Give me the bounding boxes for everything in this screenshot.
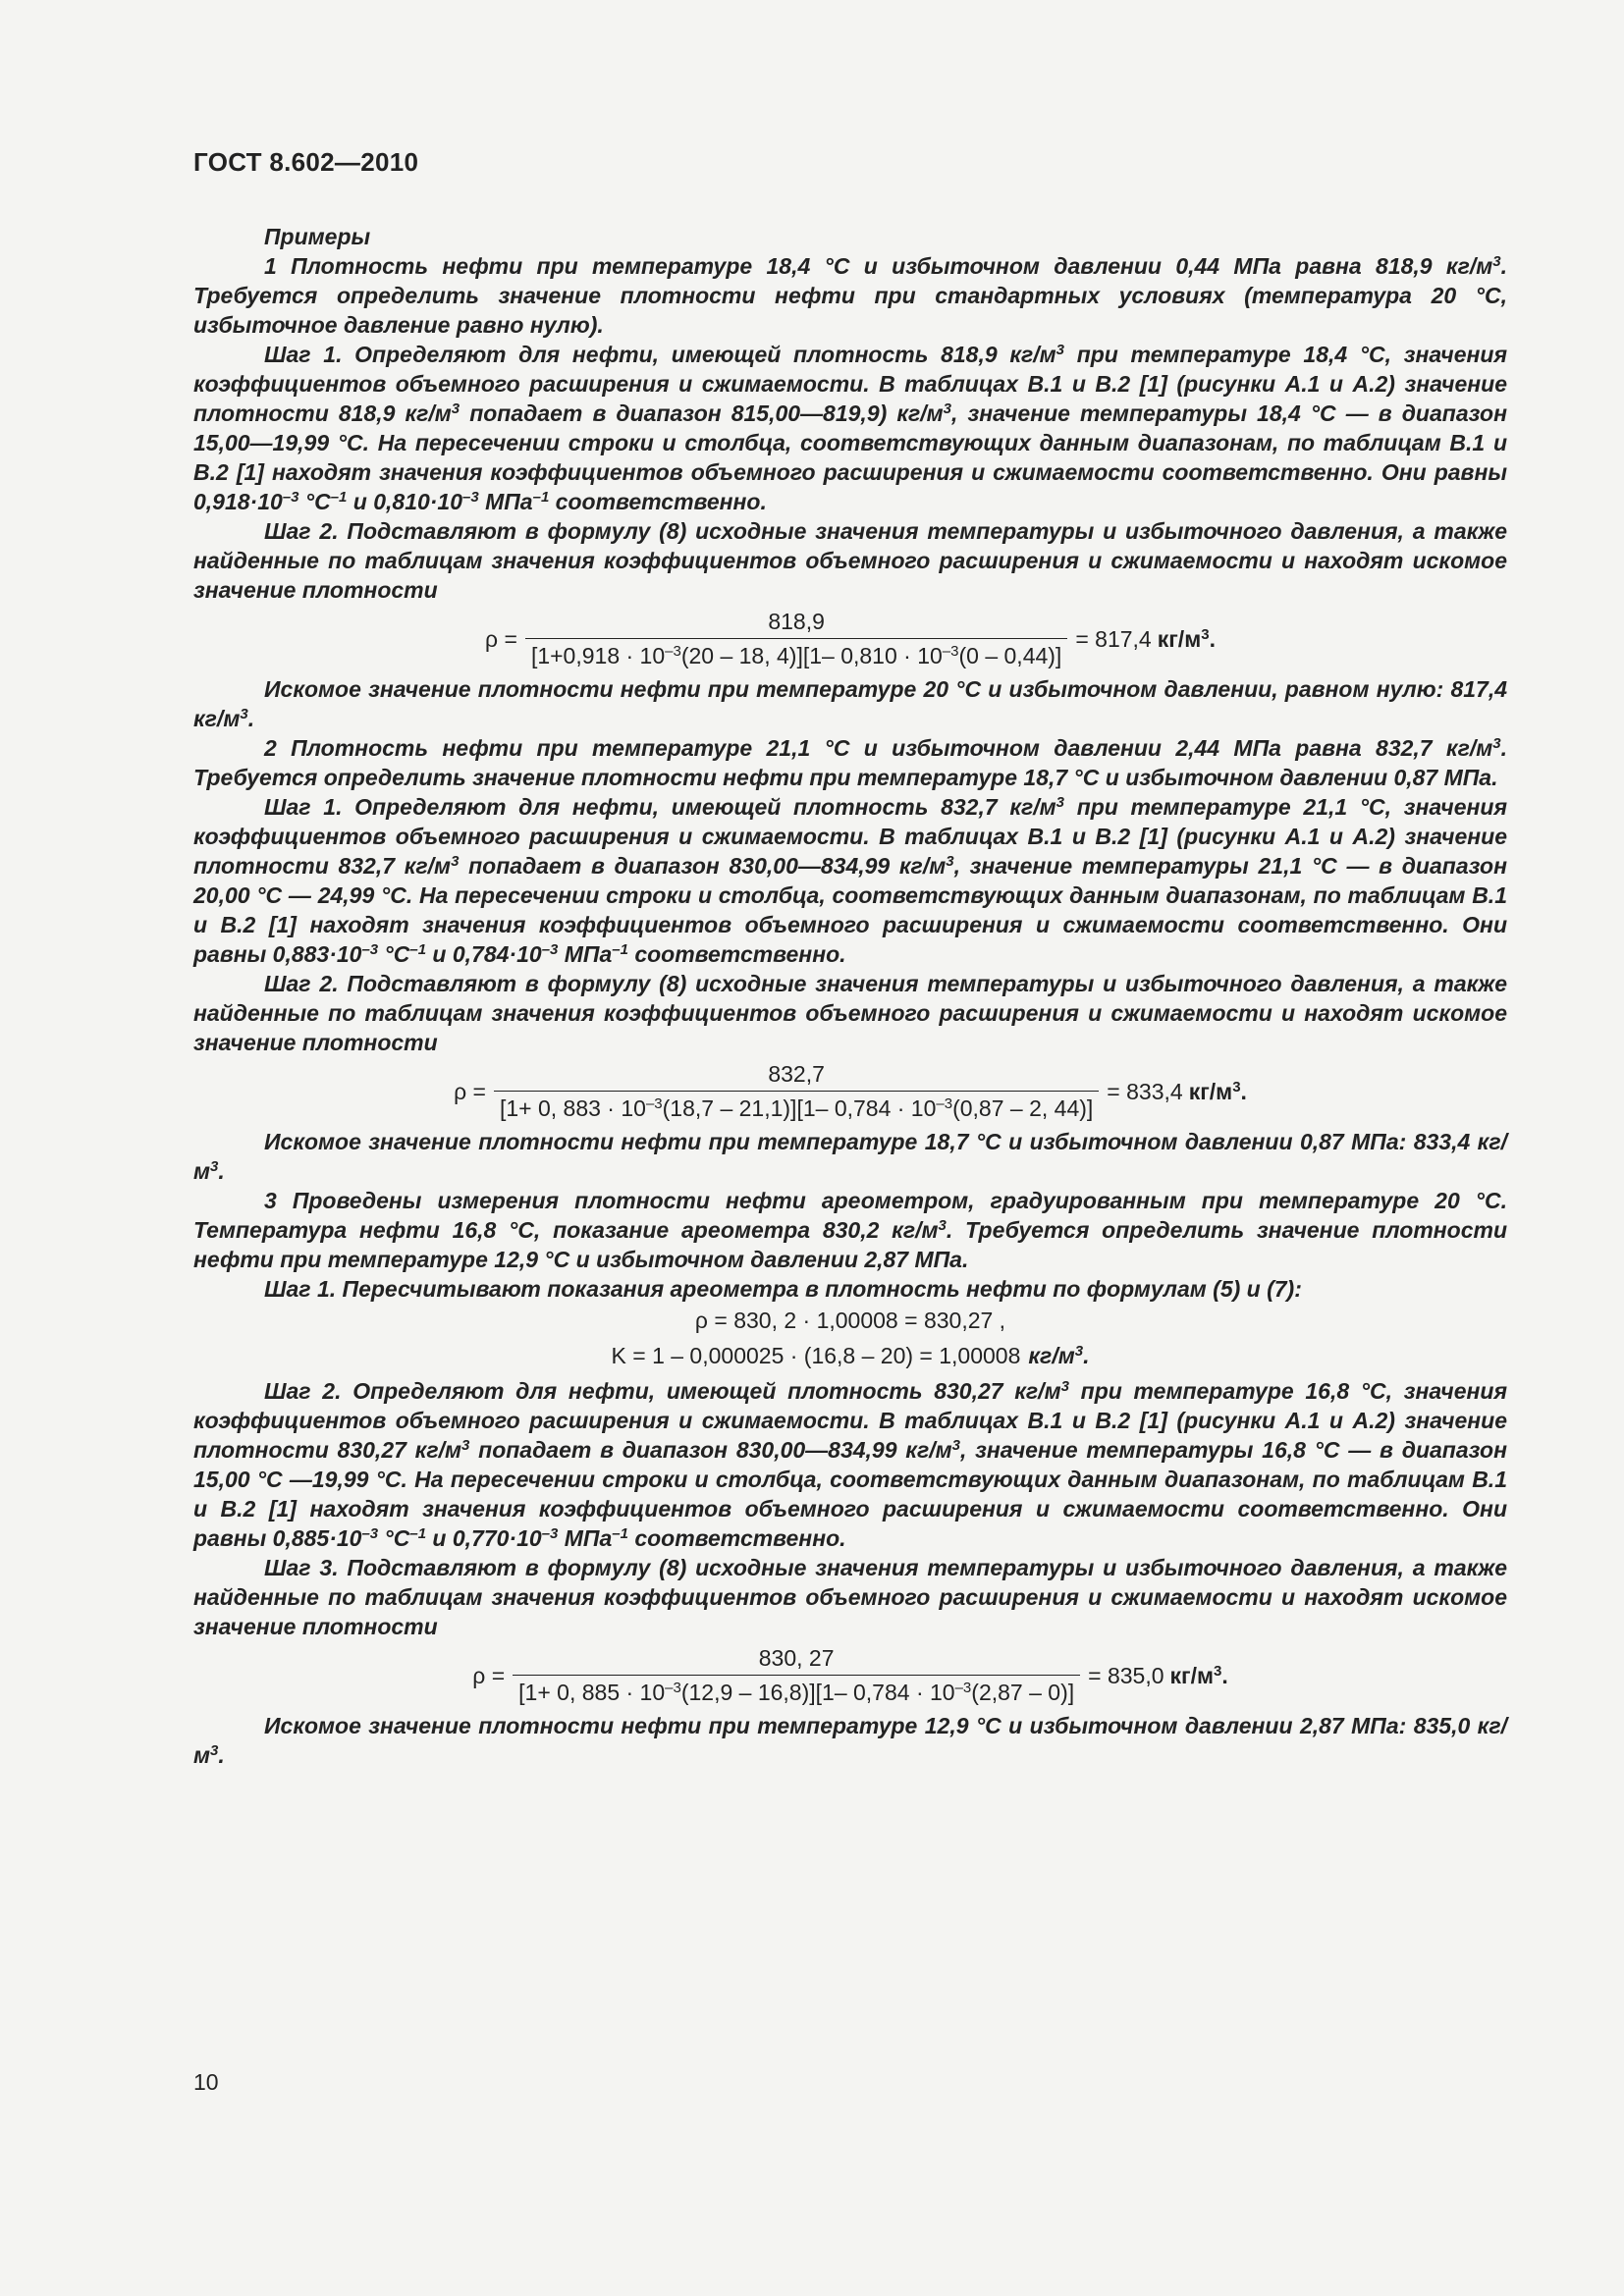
example-3-formula: ρ = $\frac{830, 27}{[1+ 0, 885 \cdot 10^{-3}(12,9 - 16,8)][1- 0,784 \cdot 10^{-3}(2,87 - 0)]}$ = 835,0 $кг/м^3$.: [472, 1645, 1228, 1705]
examples-heading: Примеры: [264, 224, 371, 249]
example-3-step-3: Шаг 3. Подставляют в формулу (8) исходные значения температуры и избыточного давления, а также найденные по таблицам значения коэффициентов объемного расширения и сжимаемости и находят искомое значение плотности: [193, 1555, 1507, 1639]
example-3-equation-rho: ρ = 830, 2 · 1,00008 = 830,27 ,: [694, 1308, 1006, 1333]
example-1-step-2: Шаг 2. Подставляют в формулу (8) исходные значения температуры и избыточного давления, а также найденные по таблицам значения коэффициентов объемного расширения и сжимаемости и находят искомое значение плотности: [193, 518, 1507, 603]
example-1-intro: 1 Плотность нефти при температуре 18,4 °С и избыточном давлении 0,44 МПа равна 818,9 $кг/м^3$. Требуется определить значение плотности нефти при стандартных условиях (температура 20 °С, избыточное давление равно нулю).: [193, 253, 1507, 338]
example-3-step-1: Шаг 1. Пересчитывают показания ареометра в плотность нефти по формулам (5) и (7):: [264, 1276, 1302, 1302]
example-1-formula: ρ = $\frac{818,9}{[1+0,918 \cdot 10^{-3}(20 - 18, 4)][1- 0,810 \cdot 10^{-3}(0 - 0,44)]}$ = 817,4 $кг/м^3$.: [485, 609, 1216, 668]
example-2-result: Искомое значение плотности нефти при температуре 18,7 °С и избыточном давлении 0,87 МПа: 833,4 $кг/м^3$.: [193, 1129, 1507, 1184]
page-content: [193, 222, 1507, 1770]
example-2-step-1: Шаг 1. Определяют для нефти, имеющей плотность 832,7 $кг/м^3$ при температуре 21,1 °С, значения коэффициентов объемного расширения и сжимаемости. В таблицах В.1 и В.2 [1] (рисунки А.1 и А.2) значение плотности 832,7 $кг/м^3$ попадает в диапазон 830,00—834,99 $кг/м^3$, значение температуры 21,1 °С — в диапазон 20,00 °С — 24,99 °С. На пересечении строки и столбца, соответствующих данным диапазонам, по таблицам В.1 и В.2 [1] находят значения коэффициентов объемного расширения и сжимаемости соответственно. Они равны $0,883\cdot 10^{-3}$ $^\circ С^{-1}$ и $0,784\cdot 10^{-3}$ МПа$^{-1}$ соответственно.: [193, 794, 1507, 967]
example-3-equation-k: K = 1 – 0,000025 · (16,8 – 20) = 1,00008 $кг/м^3$.: [611, 1343, 1090, 1368]
page-number: 10: [193, 2069, 219, 2095]
example-1-result: Искомое значение плотности нефти при температуре 20 °С и избыточном давлении, равном нулю: 817,4 $кг/м^3$.: [193, 676, 1507, 731]
example-2-step-2: Шаг 2. Подставляют в формулу (8) исходные значения температуры и избыточного давления, а также найденные по таблицам значения коэффициентов объемного расширения и сжимаемости и находят искомое значение плотности: [193, 971, 1507, 1055]
document-header: ГОСТ 8.602—2010: [193, 147, 419, 177]
example-2-intro: 2 Плотность нефти при температуре 21,1 °С и избыточном давлении 2,44 МПа равна 832,7 $кг/м^3$. Требуется определить значение плотности нефти при температуре 18,7 °С и избыточном давлении 0,87 МПа.: [193, 735, 1507, 790]
example-1-step-1: Шаг 1. Определяют для нефти, имеющей плотность 818,9 $кг/м^3$ при температуре 18,4 °С, значения коэффициентов объемного расширения и сжимаемости. В таблицах В.1 и В.2 [1] (рисунки А.1 и А.2) значение плотности 818,9 $кг/м^3$ попадает в диапазон 815,00—819,9) $кг/м^3$, значение температуры 18,4 °С — в диапазон 15,00—19,99 °С. На пересечении строки и столбца, соответствующих данным диапазонам, по таблицам В.1 и В.2 [1] находят значения коэффициентов объемного расширения и сжимаемости соответственно. Они равны $0,918\cdot 10^{-3}$ $^\circ С^{-1}$ и $0,810\cdot 10^{-3}$ МПа$^{-1}$ соответственно.: [193, 342, 1507, 514]
example-3-step-2: Шаг 2. Определяют для нефти, имеющей плотность 830,27 $кг/м^3$ при температуре 16,8 °С, значения коэффициентов объемного расширения и сжимаемости. В таблицах В.1 и В.2 [1] (рисунки А.1 и А.2) значение плотности 830,27 $кг/м^3$ попадает в диапазон 830,00—834,99 $кг/м^3$, значение температуры 16,8 °С — в диапазон 15,00 °С —19,99 °С. На пересечении строки и столбца, соответствующих данным диапазонам, по таблицам В.1 и В.2 [1] находят значения коэффициентов объемного расширения и сжимаемости соответственно. Они равны $0,885\cdot 10^{-3}$ $^\circ С^{-1}$ и $0,770\cdot 10^{-3}$ МПа$^{-1}$ соответственно.: [193, 1378, 1507, 1551]
example-3-intro: 3 Проведены измерения плотности нефти ареометром, градуированным при температуре 20 °С. Температура нефти 16,8 °С, показание ареометра 830,2 $кг/м^3$. Требуется определить значение плотности нефти при температуре 12,9 °С и избыточном давлении 2,87 МПа.: [193, 1188, 1507, 1272]
example-2-formula: ρ = 832,7 [1+ 0, $883 \cdot 10^{-3}(18,7 - 21,1)][1-$ $0,784 \cdot 10^{-3}(0,87 - 2$, 44)] = 833,4 $кг/м^3$.: [454, 1061, 1247, 1121]
example-3-result: Искомое значение плотности нефти при температуре 12,9 °С и избыточном давлении 2,87 МПа: 835,0 $кг/м^3$.: [193, 1713, 1507, 1768]
